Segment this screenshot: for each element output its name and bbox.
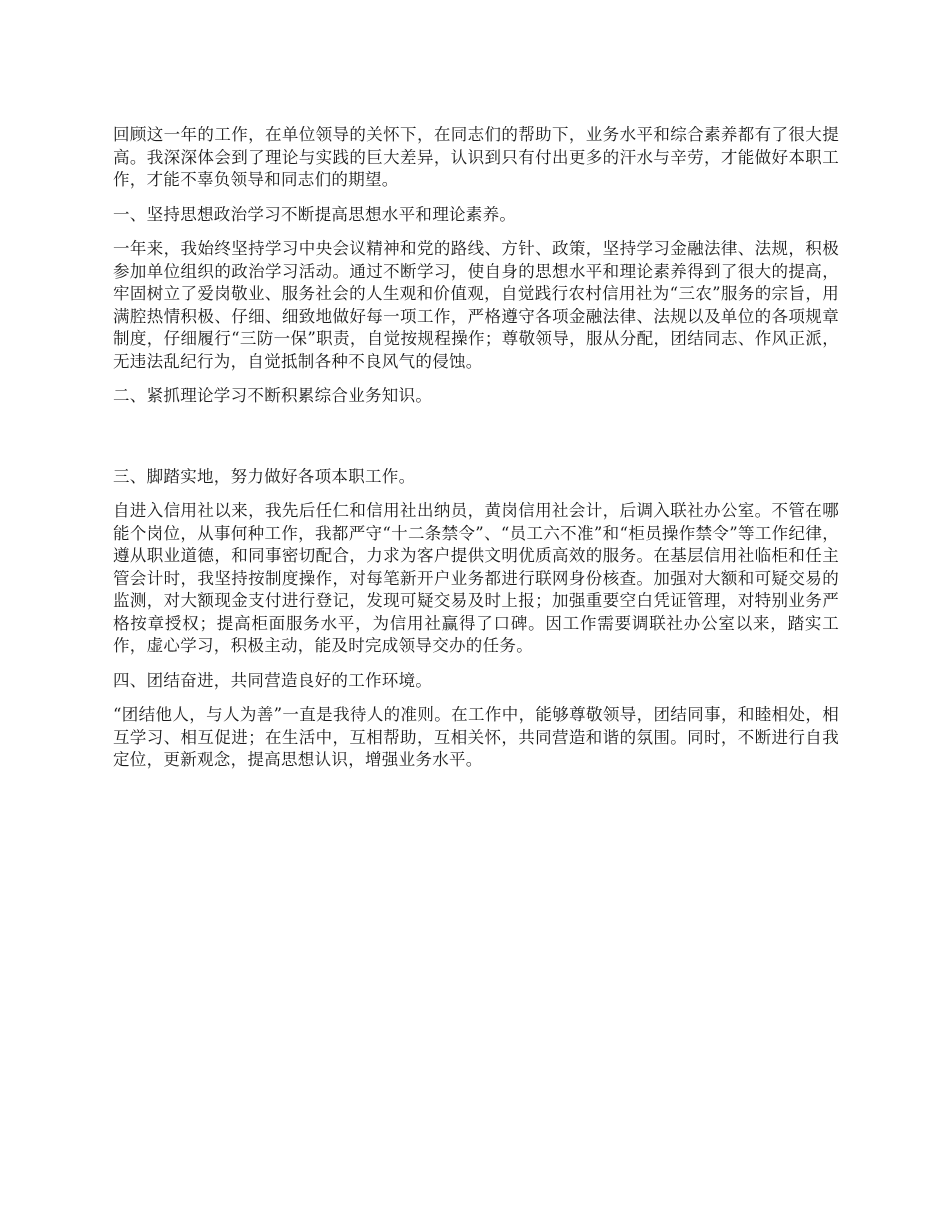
section-2-heading: 二、紧抓理论学习不断积累综合业务知识。 xyxy=(113,386,433,405)
section-4-paragraph: “团结他人，与人为善”一直是我待人的准则。在工作中，能够尊敬领导，团结同事，和睦相处，相互学习、相互促进；在生活中，互相帮助，互相关怀，共同营造和谐的氛围。同时，不断进行自我定位，更新观念，提高思想认识，增强业务水平。 xyxy=(113,705,839,769)
blank-space xyxy=(113,420,839,466)
section-1-heading: 一、坚持思想政治学习不断提高思想水平和理论素养。 xyxy=(113,204,517,224)
section-3-paragraph: 自进入信用社以来，我先后任仁和信用社出纳员，黄岗信用社会计，后调入联社办公室。不管在哪能个岗位，从事何种工作，我都严守“十二条禁令”、“员工六不准”和“柜员操作禁令”等工作纪律，遵从职业道德，和同事密切配合，力求为客户提供文明优质高效的服务。在基层信用社临柜和任主管会计时，我坚持按制度操作，对每笔新开户业务都进行联网身份核查。加强对大额和可疑交易的监测，对大额现金支付进行登记，发现可疑交易及时上报；加强重要空白凭证管理，对特别业务严格按章授权；提高柜面服务水平，为信用社赢得了口碑。因工作需要调联社办公室以来，踏实工作，虚心学习，积极主动，能及时完成领导交办的任务。 xyxy=(113,501,839,655)
section-4-heading: 四、团结奋进，共同营造良好的工作环境。 xyxy=(113,670,433,690)
document-body xyxy=(113,124,839,784)
section-1-paragraph: 一年来，我始终坚持学习中央会议精神和党的路线、方针、政策，坚持学习金融法律、法规，积极参加单位组织的政治学习活动。通过不断学习，使自身的思想水平和理论素养得到了很大的提高，牢固树立了爱岗敬业、服务社会的人生观和价值观，自觉践行农村信用社为“三农”服务的宗旨，用满腔热情积极、仔细、细致地做好每一项工作，严格遵守各项金融法律、法规以及单位的各项规章制度，仔细履行“三防一保”职责，自觉按规程操作；尊敬领导，服从分配，团结同志、作风正派，无违法乱纪行为，自觉抵制各种不良风气的侵蚀。 xyxy=(113,239,839,371)
section-3-heading: 三、脚踏实地，努力做好各项本职工作。 xyxy=(113,466,416,486)
intro-paragraph: 回顾这一年的工作，在单位领导的关怀下，在同志们的帮助下，业务水平和综合素养都有了很大提高。我深深体会到了理论与实践的巨大差异，认识到只有付出更多的汗水与辛劳，才能做好本职工作，才能不辜负领导和同志们的期望。 xyxy=(113,125,839,189)
